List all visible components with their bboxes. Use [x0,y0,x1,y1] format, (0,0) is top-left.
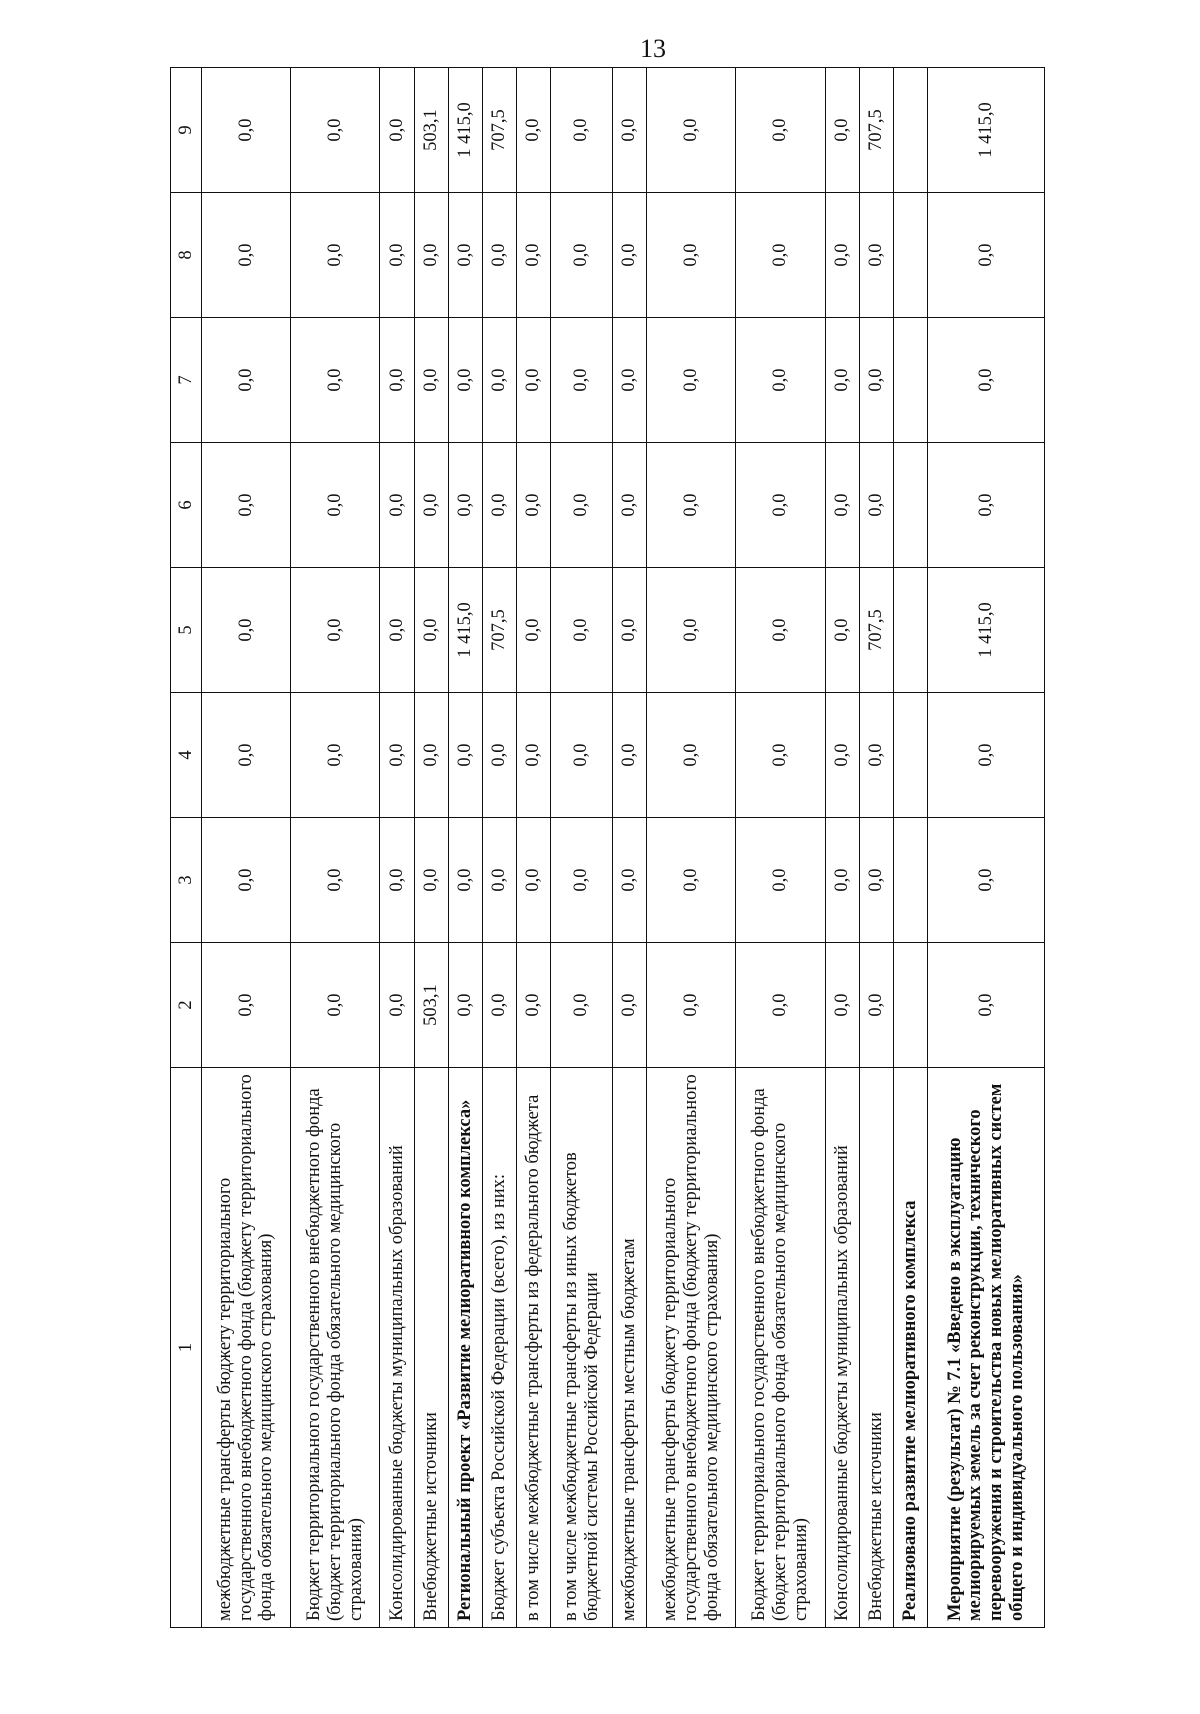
value-cell-col-7: 0,0 [517,318,551,443]
row-label: Реализовано развитие мелиоративного комплекса [894,1068,928,1628]
value-cell-col-9: 1 415,0 [448,68,482,193]
value-cell-col-6: 0,0 [613,443,647,568]
value-cell-col-8: 0,0 [613,193,647,318]
row-label: Внебюджетные источники [414,1068,448,1628]
row-label: Региональный проект «Развитие мелиоративного комплекса» [448,1068,482,1628]
value-cell-col-9: 0,0 [517,68,551,193]
value-cell-col-8: 0,0 [291,193,380,318]
value-cell-col-8: 0,0 [482,193,516,318]
page-number: 13 [640,34,666,63]
value-cell-col-7: 0,0 [482,318,516,443]
value-cell-col-7: 0,0 [448,318,482,443]
value-cell-col-4: 0,0 [928,693,1045,818]
row-label: межбюджетные трансферты бюджету территориального государственного внебюджетного фонда (бюджету территориального фонда обязательного медицинского страхования) [647,1068,736,1628]
table-header-row [171,68,202,1628]
value-cell-col-2: 0,0 [647,943,736,1068]
table-row [859,68,893,1628]
value-cell-col-8: 0,0 [517,193,551,318]
value-cell-col-3: 0,0 [448,818,482,943]
value-cell-col-3: 0,0 [647,818,736,943]
value-cell-col-9 [894,68,928,193]
value-cell-col-6: 0,0 [859,443,893,568]
value-cell-col-2: 0,0 [517,943,551,1068]
value-cell-col-3: 0,0 [928,818,1045,943]
value-cell-col-4: 0,0 [414,693,448,818]
value-cell-col-9: 1 415,0 [928,68,1045,193]
value-cell-col-4: 0,0 [517,693,551,818]
table-row [647,68,736,1628]
value-cell-col-5: 1 415,0 [448,568,482,693]
table-row [825,68,859,1628]
value-cell-col-6: 0,0 [736,443,825,568]
value-cell-col-5: 0,0 [551,568,613,693]
value-cell-col-9: 707,5 [859,68,893,193]
value-cell-col-6: 0,0 [825,443,859,568]
row-label: в том числе межбюджетные трансферты из иных бюджетов бюджетной системы Российской Федерации [551,1068,613,1628]
row-label: Консолидированные бюджеты муниципальных образований [380,1068,414,1628]
column-header-7: 7 [171,318,202,443]
value-cell-col-8: 0,0 [448,193,482,318]
value-cell-col-6: 0,0 [414,443,448,568]
table-row [291,68,380,1628]
table-body [202,68,1045,1628]
value-cell-col-9: 0,0 [647,68,736,193]
value-cell-col-5: 0,0 [825,568,859,693]
row-label: Консолидированные бюджеты муниципальных образований [825,1068,859,1628]
value-cell-col-3: 0,0 [736,818,825,943]
value-cell-col-4: 0,0 [647,693,736,818]
table-row [613,68,647,1628]
value-cell-col-2: 0,0 [859,943,893,1068]
value-cell-col-2: 0,0 [202,943,291,1068]
value-cell-col-6: 0,0 [647,443,736,568]
value-cell-col-2: 0,0 [613,943,647,1068]
value-cell-col-7: 0,0 [647,318,736,443]
column-header-2: 2 [171,943,202,1068]
table-row [380,68,414,1628]
value-cell-col-7: 0,0 [613,318,647,443]
value-cell-col-6: 0,0 [928,443,1045,568]
value-cell-col-8: 0,0 [825,193,859,318]
value-cell-col-6: 0,0 [448,443,482,568]
value-cell-col-8: 0,0 [647,193,736,318]
column-header-6: 6 [171,443,202,568]
value-cell-col-5: 1 415,0 [928,568,1045,693]
value-cell-col-9: 0,0 [613,68,647,193]
value-cell-col-9: 0,0 [551,68,613,193]
value-cell-col-9: 0,0 [202,68,291,193]
value-cell-col-3: 0,0 [482,818,516,943]
row-label: Мероприятие (результат) № 7.1 «Введено в эксплуатацию мелиорируемых земель за счет реконструкции, технического перевооружения и строительства новых мелиоративных систем общего и индивидуального пользования» [928,1068,1045,1628]
value-cell-col-7 [894,318,928,443]
value-cell-col-3 [894,818,928,943]
value-cell-col-5: 0,0 [380,568,414,693]
row-label: Бюджет территориального государственного внебюджетного фонда (бюджет территориального фонда обязательного медицинского страхования) [291,1068,380,1628]
value-cell-col-8: 0,0 [380,193,414,318]
value-cell-col-9: 0,0 [380,68,414,193]
value-cell-col-7: 0,0 [291,318,380,443]
value-cell-col-2: 503,1 [414,943,448,1068]
value-cell-col-5: 0,0 [517,568,551,693]
value-cell-col-2: 0,0 [448,943,482,1068]
value-cell-col-2 [894,943,928,1068]
column-header-5: 5 [171,568,202,693]
budget-table [170,67,1045,1628]
value-cell-col-9: 503,1 [414,68,448,193]
column-header-3: 3 [171,818,202,943]
value-cell-col-8 [894,193,928,318]
value-cell-col-6: 0,0 [202,443,291,568]
table-row [482,68,516,1628]
value-cell-col-5 [894,568,928,693]
row-label: межбюджетные трансферты бюджету территориального государственного внебюджетного фонда (бюджету территориального фонда обязательного медицинского страхования) [202,1068,291,1628]
column-header-9: 9 [171,68,202,193]
value-cell-col-4: 0,0 [380,693,414,818]
value-cell-col-5: 0,0 [613,568,647,693]
value-cell-col-7: 0,0 [202,318,291,443]
column-header-8: 8 [171,193,202,318]
value-cell-col-9: 0,0 [825,68,859,193]
rotated-table-container [170,68,1045,1628]
table-row [551,68,613,1628]
value-cell-col-3: 0,0 [380,818,414,943]
value-cell-col-9: 707,5 [482,68,516,193]
value-cell-col-6: 0,0 [380,443,414,568]
value-cell-col-4: 0,0 [482,693,516,818]
value-cell-col-7: 0,0 [825,318,859,443]
value-cell-col-6: 0,0 [551,443,613,568]
table-row [414,68,448,1628]
value-cell-col-6: 0,0 [517,443,551,568]
row-label: в том числе межбюджетные трансферты из федерального бюджета [517,1068,551,1628]
value-cell-col-8: 0,0 [551,193,613,318]
value-cell-col-7: 0,0 [551,318,613,443]
value-cell-col-3: 0,0 [291,818,380,943]
value-cell-col-3: 0,0 [414,818,448,943]
value-cell-col-2: 0,0 [380,943,414,1068]
value-cell-col-4: 0,0 [448,693,482,818]
value-cell-col-4: 0,0 [825,693,859,818]
value-cell-col-3: 0,0 [859,818,893,943]
value-cell-col-4: 0,0 [859,693,893,818]
value-cell-col-7: 0,0 [859,318,893,443]
row-label: Внебюджетные источники [859,1068,893,1628]
value-cell-col-9: 0,0 [736,68,825,193]
value-cell-col-3: 0,0 [825,818,859,943]
row-label: Бюджет территориального государственного внебюджетного фонда (бюджет территориального фонда обязательного медицинского страхования) [736,1068,825,1628]
value-cell-col-5: 0,0 [647,568,736,693]
table-row [894,68,928,1628]
value-cell-col-7: 0,0 [928,318,1045,443]
value-cell-col-5: 707,5 [859,568,893,693]
value-cell-col-5: 0,0 [736,568,825,693]
row-label: межбюджетные трансферты местным бюджетам [613,1068,647,1628]
value-cell-col-9: 0,0 [291,68,380,193]
value-cell-col-4: 0,0 [551,693,613,818]
value-cell-col-3: 0,0 [202,818,291,943]
table-row [928,68,1045,1628]
table-row [448,68,482,1628]
value-cell-col-3: 0,0 [517,818,551,943]
column-header-1: 1 [171,1068,202,1628]
value-cell-col-2: 0,0 [928,943,1045,1068]
value-cell-col-8: 0,0 [202,193,291,318]
value-cell-col-2: 0,0 [736,943,825,1068]
value-cell-col-8: 0,0 [736,193,825,318]
value-cell-col-4: 0,0 [613,693,647,818]
value-cell-col-8: 0,0 [859,193,893,318]
value-cell-col-7: 0,0 [736,318,825,443]
table-row [517,68,551,1628]
value-cell-col-4: 0,0 [291,693,380,818]
value-cell-col-7: 0,0 [414,318,448,443]
table-row [202,68,291,1628]
value-cell-col-3: 0,0 [551,818,613,943]
column-header-4: 4 [171,693,202,818]
table-row [736,68,825,1628]
value-cell-col-4: 0,0 [736,693,825,818]
value-cell-col-8: 0,0 [928,193,1045,318]
value-cell-col-5: 0,0 [291,568,380,693]
value-cell-col-4: 0,0 [202,693,291,818]
value-cell-col-5: 707,5 [482,568,516,693]
value-cell-col-2: 0,0 [551,943,613,1068]
value-cell-col-6 [894,443,928,568]
value-cell-col-3: 0,0 [613,818,647,943]
row-label: Бюджет субъекта Российской Федерации (всего), из них: [482,1068,516,1628]
value-cell-col-2: 0,0 [291,943,380,1068]
value-cell-col-6: 0,0 [482,443,516,568]
value-cell-col-5: 0,0 [414,568,448,693]
value-cell-col-2: 0,0 [825,943,859,1068]
value-cell-col-8: 0,0 [414,193,448,318]
value-cell-col-5: 0,0 [202,568,291,693]
value-cell-col-7: 0,0 [380,318,414,443]
value-cell-col-6: 0,0 [291,443,380,568]
value-cell-col-2: 0,0 [482,943,516,1068]
value-cell-col-4 [894,693,928,818]
